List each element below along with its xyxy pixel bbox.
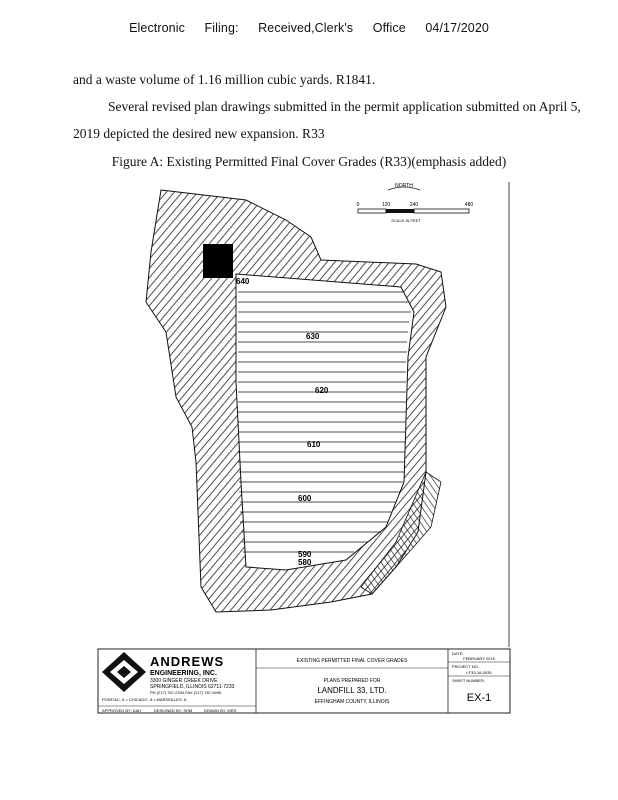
client-name: LANDFILL 33, LTD. [317, 686, 387, 695]
scale-label: SCALE IN FEET [391, 218, 421, 223]
header-office: Office [372, 21, 406, 35]
body-line-2: Several revised plan drawings submitted in the permit application submitted on April 5, [108, 99, 581, 114]
company-address-2: SPRINGFIELD, ILLINOIS 62711-7233 [150, 684, 235, 690]
project-value: LF33-16-0035 [466, 670, 492, 675]
company-offices: PONTIAC, IL • CHICAGO, IL • MARSEILLES, IL [102, 697, 188, 702]
title-block [98, 649, 510, 713]
north-arrow-label: NORTH [395, 183, 413, 189]
scale-tick-480: 480 [464, 202, 474, 208]
contour-label-640: 640 [236, 277, 250, 286]
site-plan-svg [96, 182, 514, 717]
redaction-block [203, 244, 233, 278]
project-label: PROJECT NO: [452, 664, 479, 669]
client-county: EFFINGHAM COUNTY, ILLINOIS [314, 699, 390, 705]
sheet-number-label: SHEET NUMBER: [452, 678, 485, 683]
company-address-1: 3300 GINGER CREEK DRIVE [150, 678, 218, 684]
scale-tick-240: 240 [409, 202, 419, 208]
header-electronic: Electronic [129, 21, 185, 35]
date-value: FEBRUARY 2019 [463, 656, 495, 661]
approved-by: APPROVED BY: DAH [102, 708, 142, 713]
company-phone: PH (217) 787-2334 FAX (217) 787-9495 [150, 690, 222, 695]
contour-label-580: 580 [298, 558, 312, 567]
contour-label-630: 630 [306, 332, 320, 341]
scale-bar [357, 202, 474, 223]
scale-tick-120: 120 [381, 202, 391, 208]
header-filing: Filing: [204, 21, 239, 35]
figure-caption: Figure A: Existing Permitted Final Cover Grades (R33)(emphasis added) [111, 154, 507, 169]
electronic-filing-header [0, 21, 618, 35]
drawn-by: DRAWN BY: MRS [204, 708, 237, 713]
scale-tick-0: 0 [356, 202, 360, 208]
prepared-for: PLANS PREPARED FOR [323, 678, 381, 684]
contour-label-610: 610 [307, 440, 321, 449]
company-name: ANDREWS [150, 654, 225, 669]
company-name-2: ENGINEERING, INC. [150, 670, 217, 677]
header-date: 04/17/2020 [425, 21, 489, 35]
designed-by: DESIGNED BY: SHM [154, 708, 193, 713]
body-line-3: 2019 depicted the desired new expansion. R33 [73, 126, 325, 141]
date-label: DATE: [452, 651, 464, 656]
landfill-cover-grades-drawing [96, 182, 514, 717]
sheet-title: EXISTING PERMITTED FINAL COVER GRADES [296, 658, 408, 664]
contour-label-600: 600 [298, 494, 312, 503]
body-line-1: and a waste volume of 1.16 million cubic yards. R1841. [73, 72, 376, 87]
sheet-number: EX-1 [466, 692, 492, 704]
contour-label-590: 590 [298, 550, 312, 559]
header-received: Received,Clerk's [258, 21, 354, 35]
contour-label-620: 620 [315, 386, 329, 395]
